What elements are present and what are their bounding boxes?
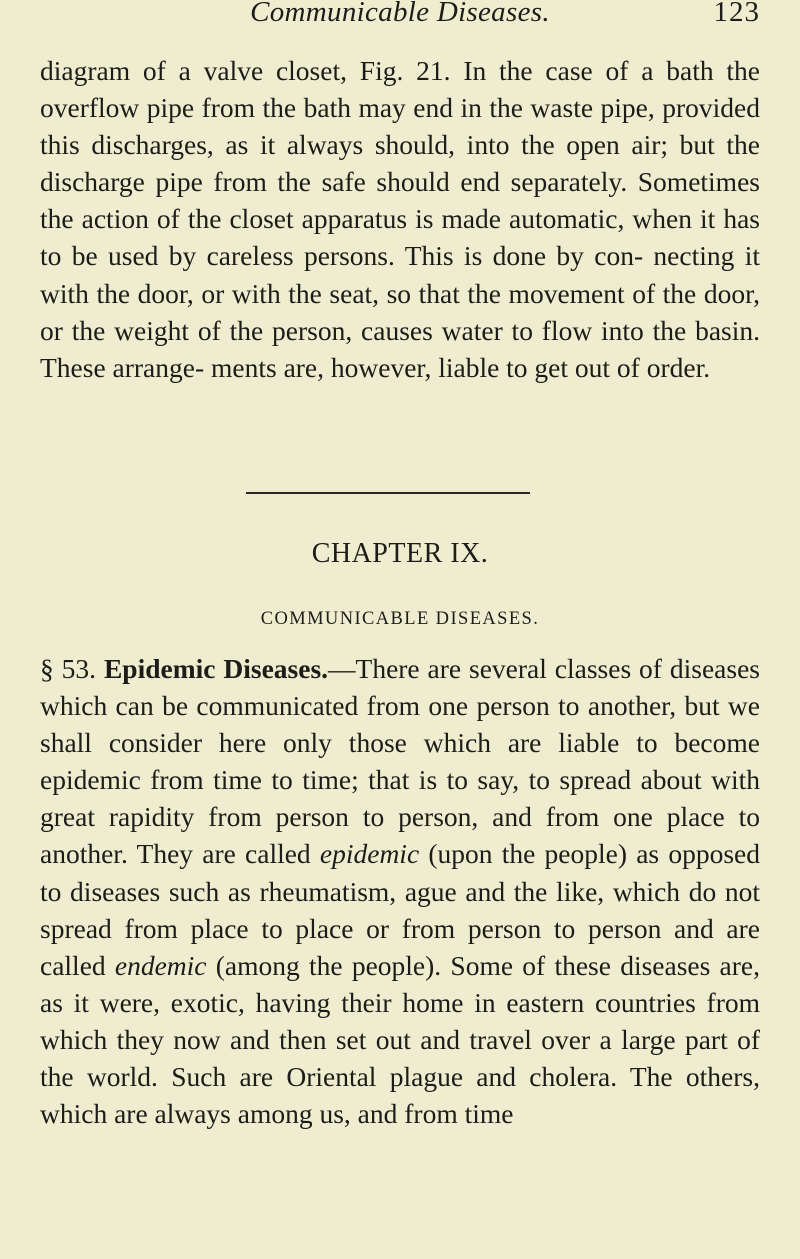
section-text-1: —There are several classes of diseases which can be communicated from one person to another, but we shall consider here only those which are liable to become epidemic from time to time; that is to say, to spread about with great rapidity from person to person, and from one place to another. They are called bbox=[40, 653, 760, 870]
term-endemic: endemic bbox=[114, 949, 207, 981]
page-number: 123 bbox=[713, 0, 760, 28]
term-epidemic: epidemic bbox=[319, 838, 420, 870]
running-head bbox=[40, 0, 760, 40]
continued-paragraph: diagram of a valve closet, Fig. 21. In the case of a bath the overflow pipe from the bath may end in the waste pipe, provided this discharges, as it always should, into the open air; but the discharge pipe from the safe should end separately. Sometimes the action of the closet apparatus is made automatic, when it has to be used by careless persons. This is done by con- necting it with the door, or with the seat, so that the movement of the door, or the weight of the person, causes water to flow into the basin. These arrange- ments are, however, liable to get out of order. bbox=[40, 55, 760, 383]
section-divider-rule bbox=[246, 492, 530, 494]
section-paragraph bbox=[40, 650, 760, 1132]
section-text-2: (upon the people) as opposed to diseases such as rheumatism, ague and the like, which do not spread from place to place or from person to person and are called bbox=[40, 838, 760, 981]
section-number: § 53. bbox=[40, 653, 97, 684]
section-text-3: (among the people). Some of these diseases are, as it were, exotic, having their home in eastern countries from which they now and then set out and travel over a large part of the world. Such are Oriental plague and cholera. The others, which are always among us, and from time bbox=[40, 949, 760, 1130]
chapter-subtitle: COMMUNICABLE DISEASES. bbox=[260, 609, 540, 629]
section-heading: Epidemic Diseases. bbox=[103, 653, 329, 684]
chapter-title: CHAPTER IX. bbox=[311, 538, 489, 569]
running-title: Communicable Diseases. bbox=[250, 0, 550, 28]
